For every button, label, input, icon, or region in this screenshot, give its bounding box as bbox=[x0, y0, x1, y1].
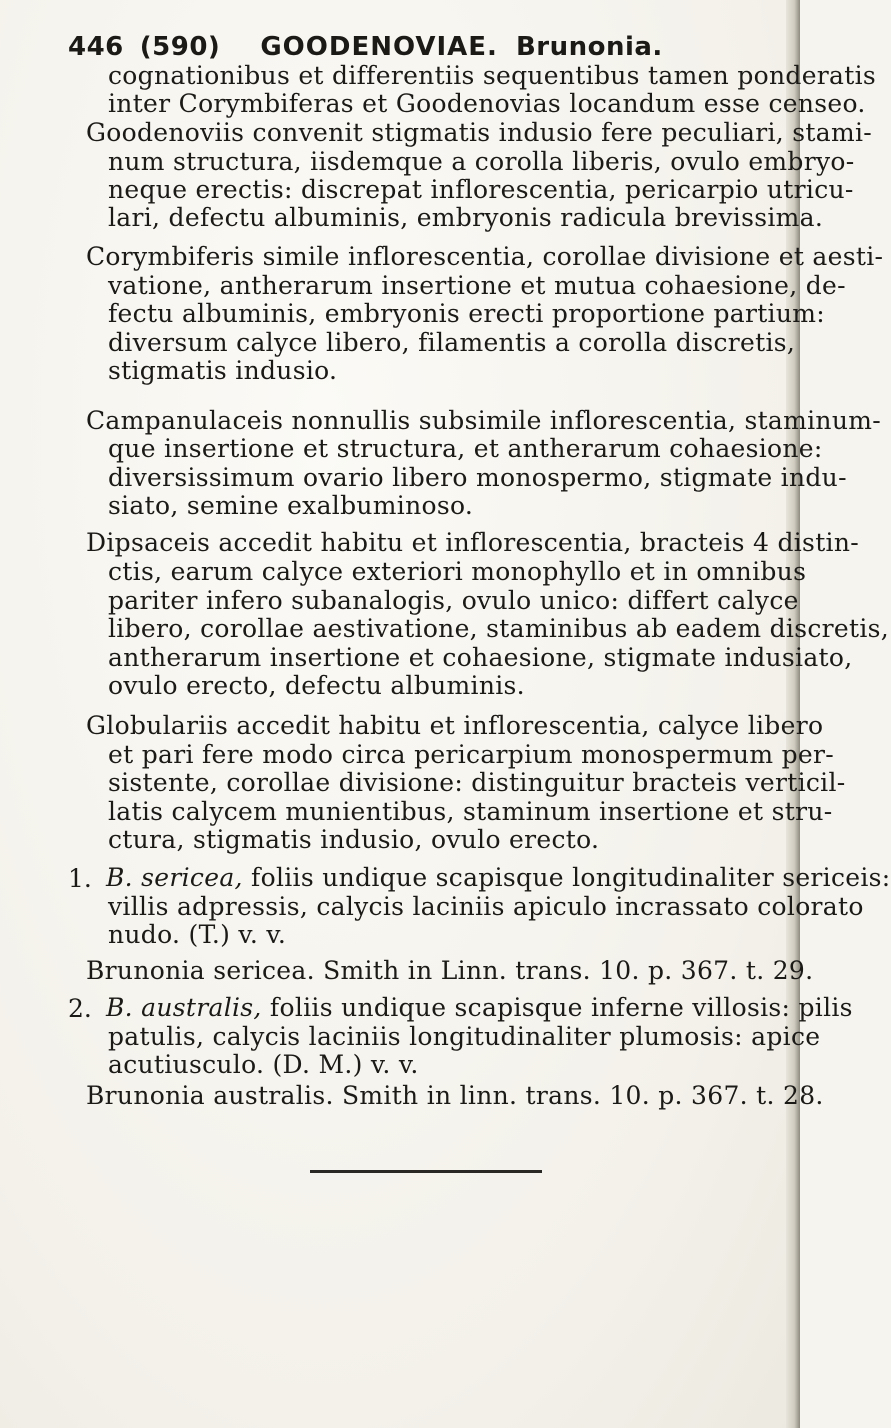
text-line: ovulo erecto, defectu albuminis. bbox=[108, 671, 525, 700]
species-citation: Brunonia sericea. Smith in Linn. trans. 10. p. 367. t. 29. bbox=[86, 956, 814, 985]
text-line: sistente, corollae divisione: distinguitur bracteis verticil- bbox=[108, 768, 846, 797]
running-header bbox=[68, 32, 728, 62]
text-line: que insertione et structura, et antherarum cohaesione: bbox=[108, 434, 823, 463]
text-line: acutiusculo. (D. M.) v. v. bbox=[108, 1050, 419, 1079]
text-line: Goodenoviis convenit stigmatis indusio fere peculiari, stami- bbox=[86, 118, 873, 147]
text-line: fectu albuminis, embryonis erecti proportione partium: bbox=[108, 299, 825, 328]
species-number: 1. bbox=[68, 864, 92, 893]
text-line: inter Corymbiferas et Goodenovias locandum esse censeo. bbox=[108, 89, 866, 118]
text-line: diversissimum ovario libero monospermo, stigmate indu- bbox=[108, 463, 847, 492]
text-line: antherarum insertione et cohaesione, stigmate indusiato, bbox=[108, 643, 853, 672]
species-entry bbox=[106, 864, 891, 892]
text-line: villis adpressis, calycis laciniis apiculo incrassato colorato bbox=[108, 892, 864, 921]
text-line: Dipsaceis accedit habitu et inflorescentia, bracteis 4 distin- bbox=[86, 528, 859, 557]
text-line: latis calycem munientibus, staminum insertione et stru- bbox=[108, 797, 833, 826]
species-entry bbox=[106, 994, 853, 1022]
species-citation: Brunonia australis. Smith in linn. trans. 10. p. 367. t. 28. bbox=[86, 1081, 824, 1110]
text-line: cognationibus et differentiis sequentibus tamen ponderatis bbox=[108, 61, 877, 90]
species-name: B. sericea, bbox=[106, 863, 243, 892]
text-line: Corymbiferis simile inflorescentia, corollae divisione et aesti- bbox=[86, 242, 884, 271]
section-divider bbox=[310, 1170, 542, 1173]
species-name: B. australis, bbox=[106, 993, 262, 1022]
text-line: siato, semine exalbuminoso. bbox=[108, 491, 474, 520]
text-line: nudo. (T.) v. v. bbox=[108, 920, 287, 949]
text-line: stigmatis indusio. bbox=[108, 356, 338, 385]
text-line: ctura, stigmatis indusio, ovulo erecto. bbox=[108, 825, 600, 854]
text-line: pariter infero subanalogis, ovulo unico: differt calyce bbox=[108, 586, 799, 615]
page-reference: (590) bbox=[139, 32, 221, 62]
family-title: GOODENOVIAE. bbox=[260, 32, 498, 62]
text-line: et pari fere modo circa pericarpium monospermum per- bbox=[108, 740, 834, 769]
page-number: 446 bbox=[68, 32, 124, 62]
species-description: foliis undique scapisque longitudinaliter sericeis: bbox=[251, 863, 891, 892]
species-number: 2. bbox=[68, 994, 92, 1023]
text-line: num structura, iisdemque a corolla liberis, ovulo embryo- bbox=[108, 147, 855, 176]
text-line: Globulariis accedit habitu et inflorescentia, calyce libero bbox=[86, 711, 824, 740]
text-line: ctis, earum calyce exteriori monophyllo et in omnibus bbox=[108, 557, 807, 586]
text-line: lari, defectu albuminis, embryonis radicula brevissima. bbox=[108, 203, 824, 232]
species-description: foliis undique scapisque inferne villosis: pilis bbox=[269, 993, 853, 1022]
text-line: diversum calyce libero, filamentis a corolla discretis, bbox=[108, 328, 796, 357]
genus-title: Brunonia. bbox=[515, 32, 663, 62]
text-line: libero, corollae aestivatione, staminibus ab eadem discretis, bbox=[108, 614, 890, 643]
text-line: neque erectis: discrepat inflorescentia, pericarpio utricu- bbox=[108, 175, 854, 204]
text-line: Campanulaceis nonnullis subsimile inflorescentia, staminum- bbox=[86, 406, 881, 435]
text-line: vatione, antherarum insertione et mutua cohaesione, de- bbox=[108, 271, 846, 300]
text-line: patulis, calycis laciniis longitudinaliter plumosis: apice bbox=[108, 1022, 821, 1051]
